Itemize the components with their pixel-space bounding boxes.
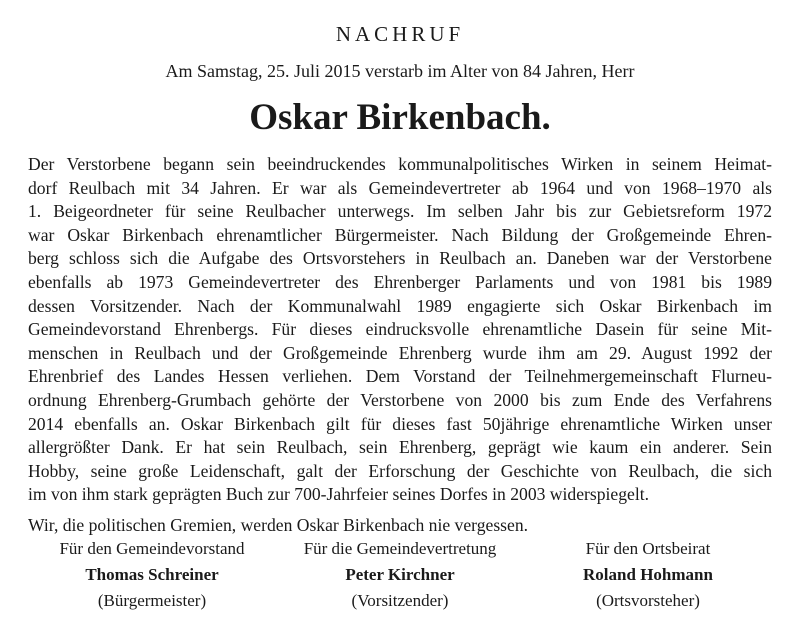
body-line: 1. Beigeordneter für seine Reulbacher unterwegs. Im selben Jahr bis zur Gebietsreform 1972 bbox=[28, 201, 772, 222]
signature-name: Thomas Schreiner bbox=[85, 565, 219, 584]
signature-name: Roland Hohmann bbox=[583, 565, 713, 584]
body-line: im von ihm stark geprägten Buch zur 700-Jahrfeier seines Dorfes in 2003 widerspiegelt. bbox=[28, 484, 649, 505]
signature-body: Für die Gemeindevertretung bbox=[303, 539, 497, 558]
obituary-body bbox=[28, 153, 772, 507]
signature-ortsbeirat bbox=[524, 536, 772, 614]
body-line: 2014 ebenfalls an. Oskar Birkenbach gilt für dieses fast 50jährige ehrenamtliche Wirken unser bbox=[28, 413, 772, 434]
intro-line: Am Samstag, 25. Juli 2015 verstarb im Alter von 84 Jahren, Herr bbox=[165, 61, 635, 81]
body-line: menschen in Reulbach und der Großgemeinde Ehrenberg wurde ihm am 29. August 1992 der bbox=[28, 342, 772, 363]
body-line: allergrößter Dank. Er hat sein Reulbach, sein Ehrenberg, geprägt wie kaum ein anderer. Sein bbox=[28, 437, 772, 458]
body-line: Ehrenbrief des Landes Hessen verliehen. Dem Vorstand der Teilnehmergemeinschaft Flurneu- bbox=[28, 366, 772, 387]
body-line: ordnung Ehrenberg-Grumbach gehörte der Verstorbene von 2000 bis zum Ende des Verfahrens bbox=[28, 389, 772, 410]
signature-role: (Vorsitzender) bbox=[351, 591, 449, 610]
signature-gemeindevertretung bbox=[276, 536, 524, 614]
closing-line: Wir, die politischen Gremien, werden Oskar Birkenbach nie vergessen. bbox=[28, 514, 529, 535]
obituary-heading: NACHRUF bbox=[335, 22, 465, 46]
signature-role: (Bürgermeister) bbox=[97, 591, 207, 610]
signature-gemeindevorstand bbox=[28, 536, 276, 614]
body-line: Hobby, seine große Leidenschaft, galt der Erforschung der Geschichte von Reulbach, die sich bbox=[28, 460, 772, 481]
deceased-name: Oskar Birkenbach. bbox=[249, 97, 551, 138]
body-line: dorf Reulbach mit 34 Jahren. Er war als Gemeindevertreter ab 1964 und von 1968–1970 als bbox=[28, 177, 772, 198]
body-line: dessen Vorsitzender. Nach der Kommunalwahl 1989 engagierte sich Oskar Birkenbach im bbox=[28, 295, 772, 316]
body-line: war Oskar Birkenbach ehrenamtlicher Bürgermeister. Nach Bildung der Großgemeinde Ehren- bbox=[28, 224, 772, 245]
body-line: Gemeindevorstand Ehrenbergs. Für dieses eindrucksvolle ehrenamtliche Dasein für seine Mit- bbox=[28, 319, 772, 340]
body-line: ebenfalls ab 1973 Gemeindevertreter des Ehrenberger Parlaments und von 1981 bis 1989 bbox=[28, 271, 772, 292]
signature-name: Peter Kirchner bbox=[345, 565, 455, 584]
signature-body: Für den Gemeindevorstand bbox=[59, 539, 245, 558]
body-line: berg schloss sich die Aufgabe des Ortsvorstehers in Reulbach an. Daneben war der Verstorbene bbox=[28, 248, 772, 269]
body-line: Der Verstorbene begann sein beeindruckendes kommunalpolitisches Wirken in seinem Heimat- bbox=[28, 154, 772, 174]
signature-role: (Ortsvorsteher) bbox=[596, 591, 700, 610]
signature-body: Für den Ortsbeirat bbox=[585, 539, 711, 558]
signature-block bbox=[28, 536, 772, 614]
